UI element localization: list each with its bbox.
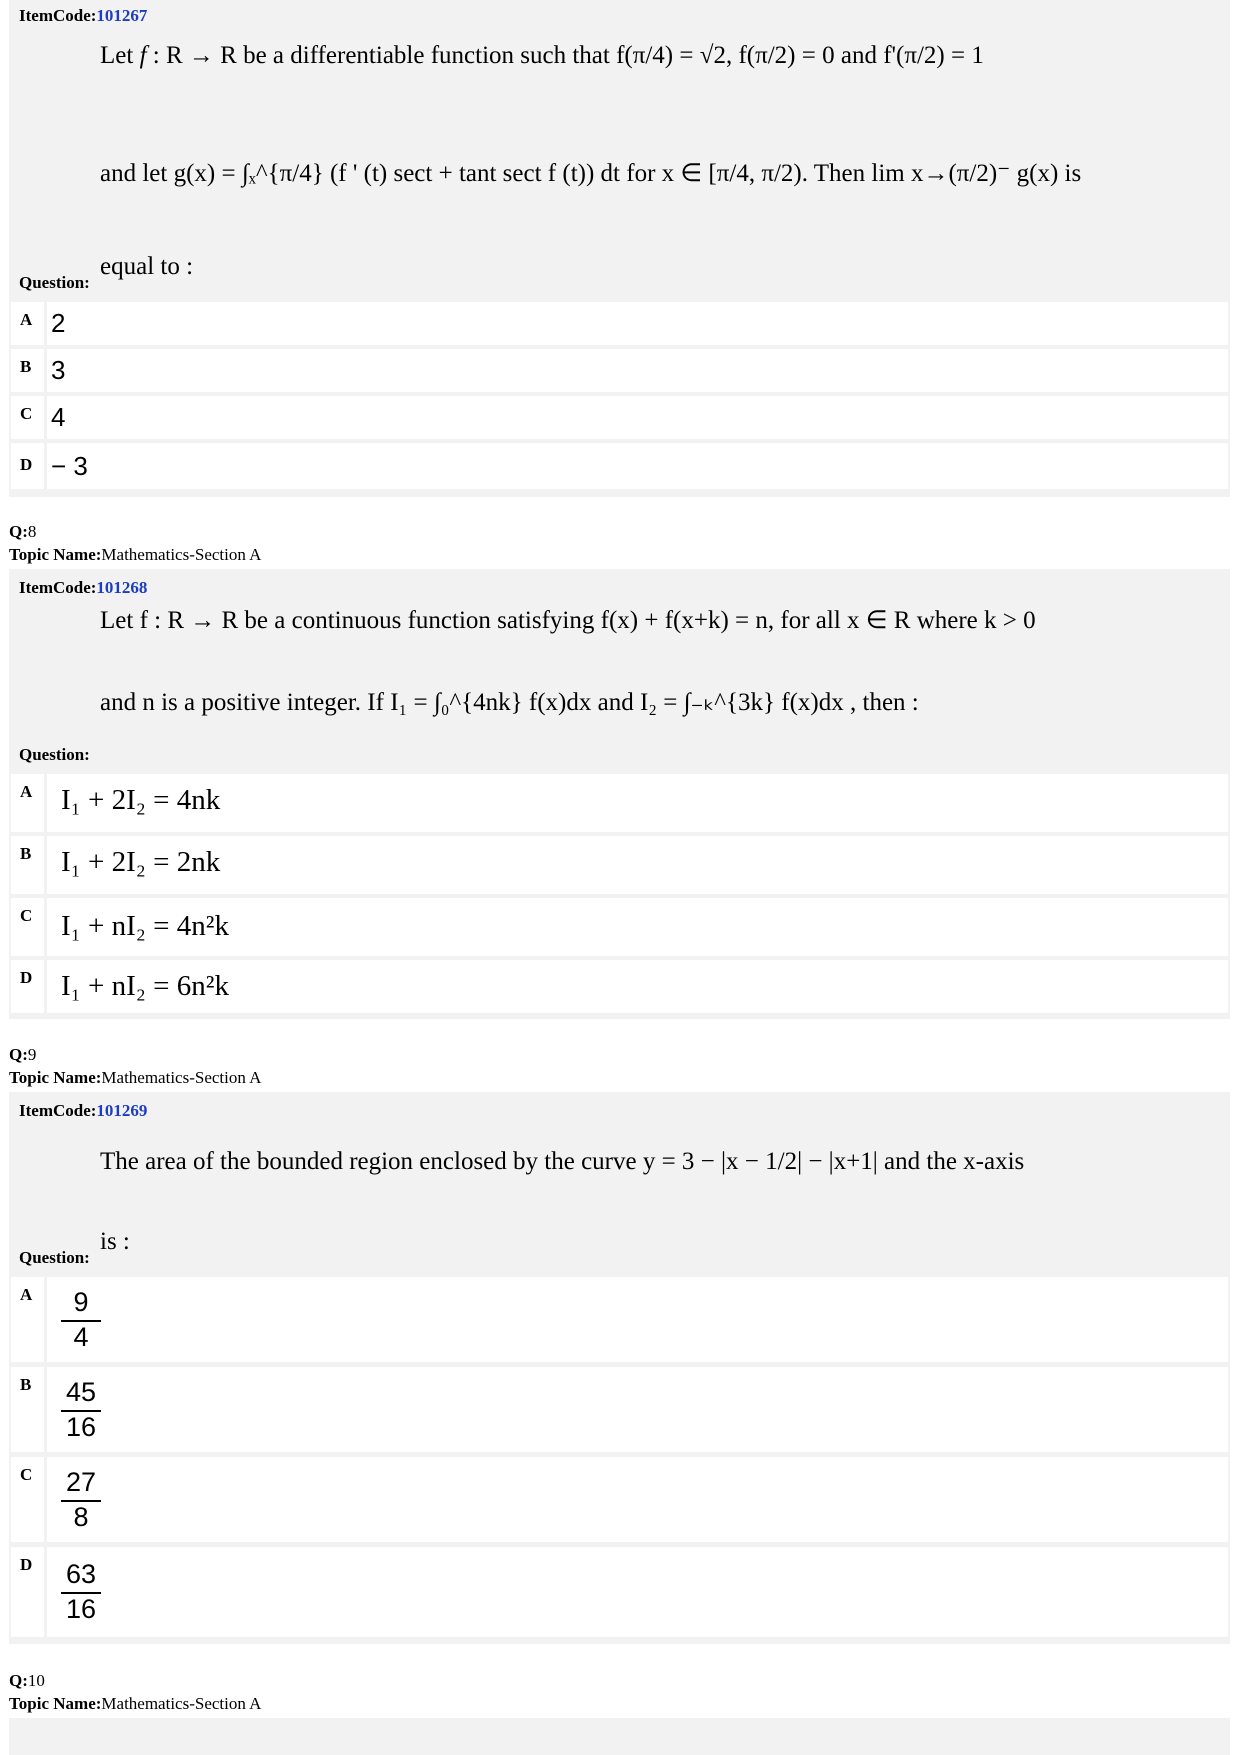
option-value: I₁ + 2I₂ = 2nk [61,846,221,878]
question-text-line-3: equal to : [100,253,194,280]
question-block-9 [9,1092,1230,1644]
fraction-denominator: 8 [73,1502,89,1533]
option-letter: D [20,968,33,987]
option-letter: A [20,310,33,329]
item-code-value: 101269 [96,1101,148,1120]
option-fraction [61,1467,101,1533]
question-block-8 [9,569,1230,1019]
option-letter: B [20,844,32,863]
option-value: I₁ + nI₂ = 6n²k [61,970,229,1002]
q-number: 9 [27,1045,37,1064]
item-code-label: ItemCode: [19,578,97,597]
option-c[interactable] [11,1457,1228,1542]
option-c[interactable] [11,898,1228,956]
question-header-10 [9,1671,45,1691]
item-code-value: 101268 [96,578,148,597]
option-value: I₁ + 2I₂ = 4nk [61,784,221,816]
q7-line1-pre: Let [100,42,140,69]
fraction-numerator: 9 [61,1287,101,1322]
q7-line1-cond: f(π/4) = √2, f(π/2) = 0 and f'(π/2) = 1 [616,42,984,69]
fraction-denominator: 4 [73,1322,89,1353]
item-code-value: 101267 [96,6,148,25]
question-text-line-2: is : [100,1228,130,1255]
option-value: 2 [51,308,66,338]
topic-name: Mathematics-Section A [101,1694,262,1713]
question-header-9 [9,1045,36,1065]
fraction-denominator: 16 [65,1412,97,1443]
question-header-8 [9,522,36,542]
option-letter: C [20,1465,33,1484]
question-text-line-1: Let f : R → R be a continuous function satisfying f(x) + f(x+k) = n, for all x ∈ R where k > 0 [100,607,1036,634]
option-letter: B [20,1375,32,1394]
option-d[interactable] [11,443,1228,489]
option-value: 3 [51,355,66,385]
option-letter: C [20,404,33,423]
q7-line1-f: f [139,42,147,69]
option-c[interactable] [11,396,1228,439]
option-value: 4 [51,402,66,432]
question-text-line-2: and n is a positive integer. If I₁ = ∫₀^{4nk} f(x)dx and I₂ = ∫₋ₖ^{3k} f(x)dx , then : [100,689,919,716]
option-letter: D [20,455,33,474]
q-number: 8 [27,522,37,541]
option-letter: D [20,1555,33,1574]
item-code [19,6,147,26]
item-code [19,1101,147,1121]
fraction-numerator: 27 [61,1467,101,1502]
question-label: Question: [19,745,90,764]
option-d[interactable] [11,1547,1228,1637]
option-fraction [61,1377,101,1443]
topic-name: Mathematics-Section A [101,1068,262,1087]
option-letter: A [20,782,33,801]
option-letter: C [20,906,33,925]
option-fraction [61,1287,101,1353]
question-label: Question: [19,273,90,292]
topic-line-8 [9,545,261,565]
fraction-numerator: 45 [61,1377,101,1412]
q-label: Q: [9,1671,28,1690]
option-letter: A [20,1285,33,1304]
topic-line-10 [9,1694,261,1714]
fraction-numerator: 63 [61,1559,101,1594]
item-code-label: ItemCode: [19,1101,97,1120]
option-a[interactable] [11,302,1228,345]
topic-label: Topic Name: [9,1068,102,1087]
option-b[interactable] [11,1367,1228,1452]
option-b[interactable] [11,836,1228,894]
question-text-line-1: The area of the bounded region enclosed by the curve y = 3 − |x − 1/2| − |x+1| and the x-axis [100,1148,1025,1175]
option-value: − 3 [51,451,88,481]
option-a[interactable] [11,1277,1228,1362]
option-d[interactable] [11,960,1228,1013]
q-label: Q: [9,522,28,541]
option-fraction [61,1559,101,1625]
topic-line-9 [9,1068,261,1088]
q-label: Q: [9,1045,28,1064]
option-a[interactable] [11,774,1228,832]
question-text-line-2: and let g(x) = ∫ₓ^{π/4} (f ' (t) sect + tant sect f (t)) dt for x ∈ [π/4, π/2). Then lim x→(π/2)⁻ g(x) is [100,160,1082,187]
question-block-10 [9,1718,1230,1755]
question-block-7 [9,0,1230,497]
q7-line1-map: : R → R be a differentiable function such that [146,42,617,69]
item-code [19,578,147,598]
option-b[interactable] [11,349,1228,392]
topic-label: Topic Name: [9,545,102,564]
question-label: Question: [19,1248,90,1267]
option-letter: B [20,357,32,376]
topic-name: Mathematics-Section A [101,545,262,564]
topic-label: Topic Name: [9,1694,102,1713]
option-value: I₁ + nI₂ = 4n²k [61,910,229,942]
item-code-label: ItemCode: [19,6,97,25]
question-text-line-1 [100,42,984,70]
fraction-denominator: 16 [65,1594,97,1625]
q-number: 10 [27,1671,45,1690]
